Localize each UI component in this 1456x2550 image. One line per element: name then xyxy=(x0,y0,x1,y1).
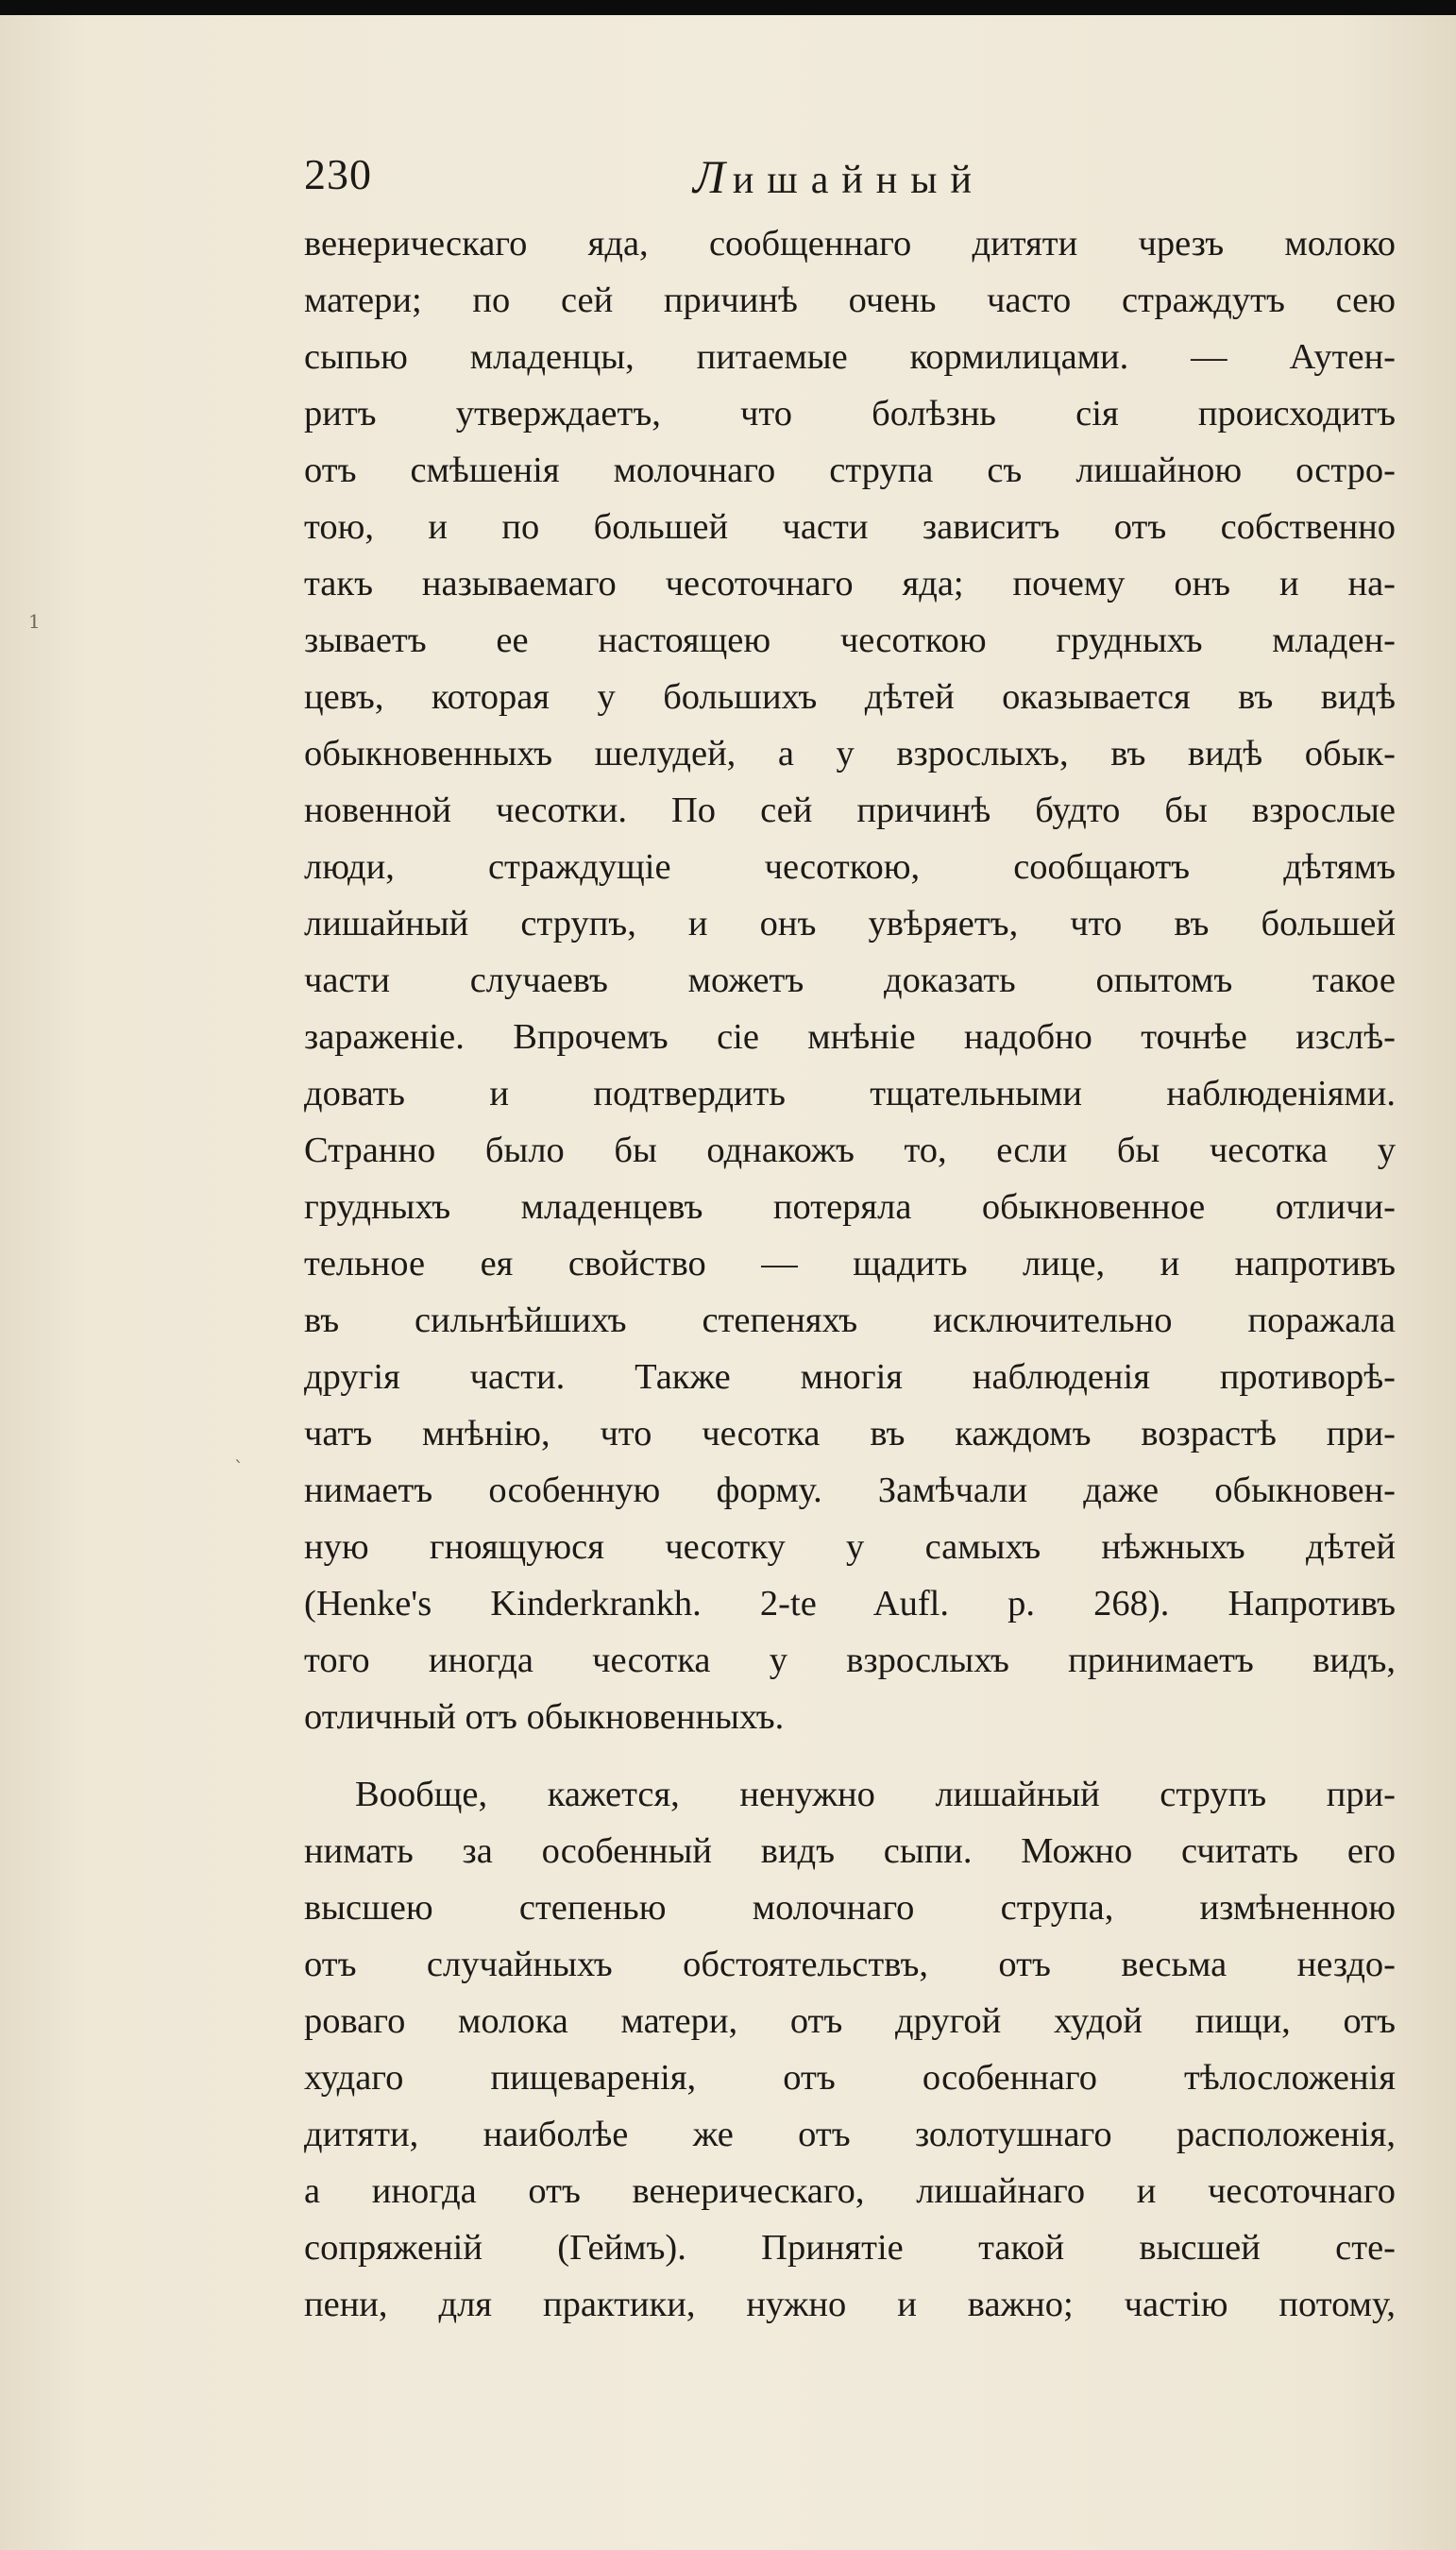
text-line: отъ смѣшенія молочнаго струпа съ лишайною остро- xyxy=(304,450,1396,490)
text-line: того иногда чесотка у взрослыхъ принимаетъ видъ, xyxy=(304,1640,1396,1680)
text-line: сопряженій (Геймъ). Принятіе такой высшей сте- xyxy=(304,2228,1396,2268)
text-line: худаго пищеваренія, отъ особеннаго тѣлосложенія xyxy=(304,2058,1396,2098)
text-line: чатъ мнѣнію, что чесотка въ каждомъ возрастѣ при- xyxy=(304,1414,1396,1454)
body-text xyxy=(304,215,1396,2333)
margin-mark-2: ˋ xyxy=(234,1456,244,1479)
running-head-rest: ишайный xyxy=(732,159,985,202)
text-line: дитяти, наиболѣе же отъ золотушнаго расположенія, xyxy=(304,2115,1396,2154)
text-line: Странно было бы однакожъ то, если бы чесотка у xyxy=(304,1130,1396,1170)
text-line: люди, страждущіе чесоткою, сообщаютъ дѣтямъ xyxy=(304,847,1396,887)
text-line: другія части. Также многія наблюденія противорѣ- xyxy=(304,1357,1396,1397)
text-line: пени, для практики, нужно и важно; частію потому, xyxy=(304,2285,1396,2324)
paragraph-2 xyxy=(304,1766,1396,2333)
text-line: довать и подтвердить тщательными наблюденіями. xyxy=(304,1074,1396,1114)
text-line: обыкновенныхъ шелудей, а у взрослыхъ, въ видѣ обык- xyxy=(304,734,1396,774)
text-line: новенной чесотки. По сей причинѣ будто бы взрослые xyxy=(304,790,1396,830)
text-line: (Henke's Kinderkrankh. 2-te Aufl. p. 268). Напротивъ xyxy=(304,1584,1396,1624)
text-line: венерическаго яда, сообщеннаго дитяти чрезъ молоко xyxy=(304,224,1396,264)
text-line: зараженіе. Впрочемъ сіе мнѣніе надобно точнѣе изслѣ- xyxy=(304,1017,1396,1057)
text-line: ную гноящуюся чесотку у самыхъ нѣжныхъ дѣтей xyxy=(304,1527,1396,1567)
text-line: тельное ея свойство — щадить лице, и напротивъ xyxy=(304,1244,1396,1284)
text-line: грудныхъ младенцевъ потеряла обыкновенное отличи- xyxy=(304,1187,1396,1227)
running-head-initial: Л xyxy=(693,150,733,203)
page-number: 230 xyxy=(304,150,372,198)
text-line: а иногда отъ венерическаго, лишайнаго и чесоточнаго xyxy=(304,2171,1396,2211)
text-line: отличный отъ обыкновенныхъ. xyxy=(304,1697,785,1737)
margin-mark-1: 1 xyxy=(28,610,41,633)
text-line: ритъ утверждаетъ, что болѣзнь сія происходитъ xyxy=(304,394,1396,434)
text-line: отъ случайныхъ обстоятельствъ, отъ весьма нездо- xyxy=(304,1945,1396,1984)
paragraph-gap xyxy=(304,1745,1396,1766)
text-line: высшею степенью молочнаго струпа, измѣненною xyxy=(304,1888,1396,1928)
paragraph-1 xyxy=(304,215,1396,1745)
text-line: цевъ, которая у большихъ дѣтей оказывается въ видѣ xyxy=(304,677,1396,717)
text-line: матери; по сей причинѣ очень часто страждутъ сею xyxy=(304,280,1396,320)
text-line: части случаевъ можетъ доказать опытомъ такое xyxy=(304,960,1396,1000)
text-line: нимаетъ особенную форму. Замѣчали даже обыкновен- xyxy=(304,1470,1396,1510)
page-header xyxy=(304,140,1399,215)
text-line: нимать за особенный видъ сыпи. Можно считать его xyxy=(304,1831,1396,1871)
book-page xyxy=(0,15,1456,2550)
text-line: такъ называемаго чесоточнаго яда; почему онъ и на- xyxy=(304,564,1396,604)
text-line: сыпью младенцы, питаемые кормилицами. — Аутен- xyxy=(304,337,1396,377)
text-line: роваго молока матери, отъ другой худой пищи, отъ xyxy=(304,2001,1396,2041)
text-line: Вообще, кажется, ненужно лишайный струпъ при- xyxy=(355,1775,1396,1814)
text-line: въ сильнѣйшихъ степеняхъ исключительно поражала xyxy=(304,1300,1396,1340)
text-line: тою, и по большей части зависитъ отъ собственно xyxy=(304,507,1396,547)
text-line: зываетъ ее настоящею чесоткою грудныхъ младен- xyxy=(304,620,1396,660)
scan-top-border xyxy=(0,0,1456,15)
running-head xyxy=(693,149,985,204)
text-line: лишайный струпъ, и онъ увѣряетъ, что въ большей xyxy=(304,904,1396,944)
